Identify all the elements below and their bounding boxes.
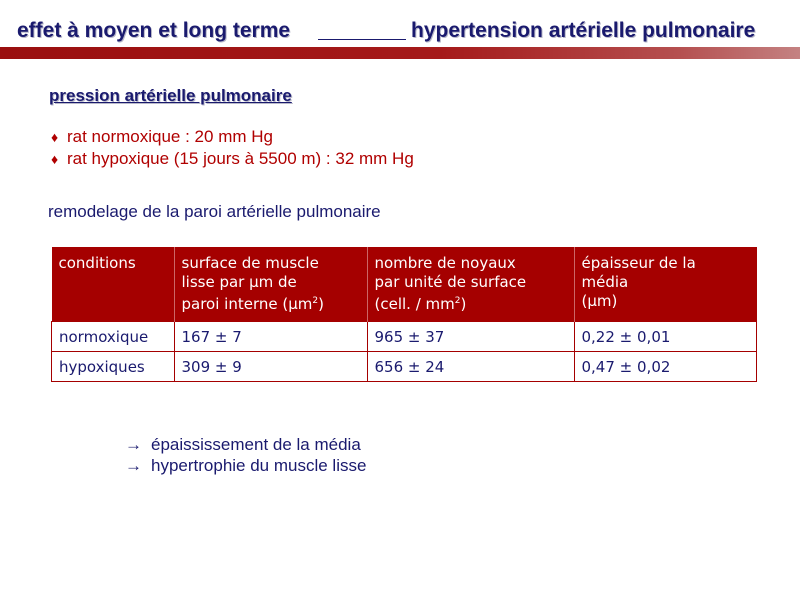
slide-header (0, 0, 800, 46)
cell-nuclei-count: 965 ± 37 (367, 322, 574, 352)
conclusion-list (125, 434, 366, 476)
section-title-pressure: pression artérielle pulmonaire (49, 86, 292, 105)
bullet-text: rat hypoxique (15 jours à 5500 m) : 32 mm Hg (67, 149, 414, 168)
cell-muscle-surface: 309 ± 9 (174, 352, 367, 382)
slide-title-right: hypertension artérielle pulmonaire (411, 19, 756, 42)
cell-nuclei-count: 656 ± 24 (367, 352, 574, 382)
cell-muscle-surface: 167 ± 7 (174, 322, 367, 352)
cell-media-thickness: 0,22 ± 0,01 (574, 322, 757, 352)
table-header-row (52, 247, 757, 322)
cell-condition: normoxique (52, 322, 175, 352)
header-nuclei-count: nombre de noyaux par unité de surface (cell. / $mm^2$) (367, 247, 574, 322)
conclusion-item (125, 434, 366, 455)
conclusion-item (125, 455, 366, 476)
section-title-remodeling: remodelage de la paroi artérielle pulmonaire (48, 202, 381, 221)
pressure-bullet-list (51, 126, 414, 170)
conclusion-text: épaississement de la média (151, 435, 361, 454)
bullet-item-hypoxic (51, 148, 414, 170)
remodeling-data-table (51, 247, 757, 382)
bullet-item-normoxic (51, 126, 414, 148)
diamond-bullet-icon: ♦ (51, 151, 59, 167)
header-media-thickness: épaisseur de la média (µm) (574, 247, 757, 322)
diamond-bullet-icon: ♦ (51, 129, 59, 145)
slide-title-left: effet à moyen et long terme (17, 19, 291, 42)
header-muscle-surface: surface de muscle lisse par µm de paroi interne (µm$^2$) (174, 247, 367, 322)
cell-condition: hypoxiques (52, 352, 175, 382)
bullet-text: rat normoxique : 20 mm Hg (67, 127, 273, 146)
title-separator-line (318, 39, 406, 40)
right-arrow-icon: → (125, 435, 142, 454)
table-row (52, 352, 757, 382)
header-accent-bar (0, 47, 800, 59)
table-row (52, 322, 757, 352)
right-arrow-icon: → (125, 456, 142, 475)
conclusion-text: hypertrophie du muscle lisse (151, 456, 367, 475)
header-conditions: conditions (52, 247, 175, 322)
cell-media-thickness: 0,47 ± 0,02 (574, 352, 757, 382)
